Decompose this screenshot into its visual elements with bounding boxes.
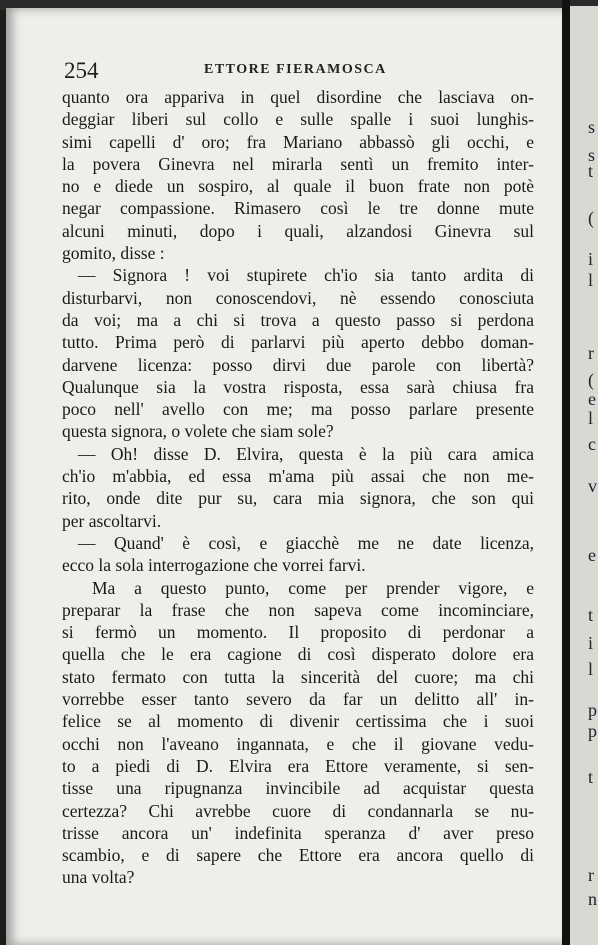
facing-page-fragment: r (588, 865, 594, 885)
text-line: vorrebbe esser tanto severo da far un delitto all' in- (62, 689, 534, 710)
text-line: quanto ora appariva in quel disordine che lasciava on- (62, 87, 534, 107)
text-line: stato fermato con tutta la sincerità del cuore; ma chi (62, 666, 534, 687)
text-line: tisse una ripugnanza invincibile ad acquistar questa (62, 778, 534, 799)
text-line: preparar la frase che non sapeva come incominciare, (62, 599, 534, 620)
facing-page-fragment: ( (588, 208, 594, 228)
text-line: Ma a questo punto, come per prender vigore, e (92, 577, 534, 598)
facing-page-fragment: p (588, 700, 597, 720)
text-line: felice se al momento di divenir certissima che i suoi (62, 711, 534, 732)
facing-page-fragment: t (588, 605, 594, 625)
running-title: ETTORE FIERAMOSCA (204, 62, 387, 77)
facing-page-fragment: s (588, 145, 596, 165)
text-line: ch'io m'abbia, ed essa m'ama più assai che non me- (62, 466, 534, 487)
text-line: da voi; ma a chi si trova a questo passo si perdona (62, 309, 534, 330)
text-line: ecco la sola interrogazione che vorrei farvi. (62, 555, 366, 576)
text-line: si fermò un momento. Il proposito di perdonar a (62, 622, 534, 643)
facing-page-fragment: s (588, 117, 596, 137)
facing-page-fragment: l (588, 408, 594, 428)
book-page (6, 8, 564, 945)
facing-page-fragment: l (588, 659, 594, 679)
text-line: — Signora ! voi stupirete ch'io sia tanto ardita di (78, 265, 534, 286)
facing-page-fragment: e (588, 545, 596, 565)
text-line: questa signora, o volete che siam sole? (62, 421, 334, 442)
text-line: Qualunque sia la vostra risposta, essa sarà chiusa fra (62, 376, 534, 397)
text-line: — Oh! disse D. Elvira, questa è la più cara amica (78, 443, 534, 464)
facing-page-fragment: i (588, 249, 594, 269)
facing-page-fragment: c (588, 434, 596, 454)
facing-page-fragment: t (588, 767, 594, 787)
text-line: no e diede un sospiro, al quale il buon frate non potè (62, 176, 534, 197)
text-line: alcuni minuti, dopo i quali, alzandosi Ginevra sul (62, 220, 534, 241)
text-line: — Quand' è così, e giacchè me ne date licenza, (78, 532, 534, 553)
text-line: rito, onde dite pur su, cara mia signora, che son qui (62, 488, 534, 509)
body-text (62, 86, 534, 889)
facing-page-fragment: l (588, 270, 594, 290)
text-line: deggiar liberi sul collo e sulle spalle i suoi lunghis- (62, 109, 534, 130)
text-line: negar compassione. Rimasero così le tre donne mute (62, 198, 534, 219)
text-line: per ascoltarvi. (62, 510, 162, 531)
text-line: to a piedi di D. Elvira era Ettore veramente, si sen- (62, 755, 534, 776)
text-line: gomito, disse : (62, 243, 165, 264)
facing-page-fragment: n (588, 889, 597, 909)
text-line: tutto. Prima però di parlarvi più aperto debbo doman- (62, 332, 534, 353)
facing-page-fragment: p (588, 721, 597, 741)
text-line: la povera Ginevra nel mirarla sentì un fremito inter- (62, 153, 534, 174)
text-line: simi capelli d' oro; fra Mariano abbassò gli occhi, e (62, 131, 534, 152)
text-line: quella che le era cagione di così disperato dolore era (62, 644, 534, 665)
text-line: disturbarvi, non conoscendovi, nè essendo conosciuta (62, 287, 534, 308)
text-line: scambio, e di sapere che Ettore era ancora quello di (62, 845, 534, 866)
facing-page-fragment: v (588, 476, 597, 496)
text-line: trisse ancora un' indefinita speranza d' aver preso (62, 822, 534, 843)
facing-page-fragment: r (588, 343, 594, 363)
facing-page-fragment: t (588, 161, 594, 181)
facing-page-fragment: i (588, 633, 594, 653)
facing-page-fragment: e (588, 389, 596, 409)
facing-page-fragment: ( (588, 370, 594, 390)
text-line: occhi non l'aveano ingannata, e che il giovane vedu- (62, 733, 534, 754)
text-line: darvene licenza: posso dirvi due parole con libertà? (62, 354, 534, 375)
next-page-edge (570, 6, 598, 945)
text-line: poco nell' avello con me; ma posso parlare presente (62, 399, 534, 420)
page-number: 254 (64, 58, 99, 83)
text-line: certezza? Chi avrebbe cuore di condannarla se nu- (62, 800, 534, 821)
page-header (64, 58, 534, 84)
text-line: una volta? (62, 867, 135, 888)
book-gutter (562, 0, 570, 945)
